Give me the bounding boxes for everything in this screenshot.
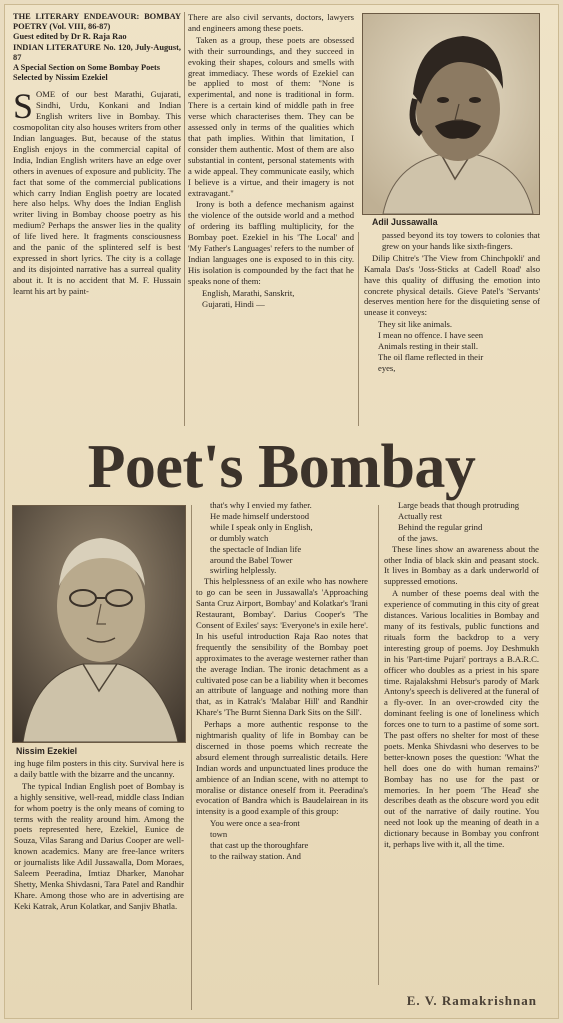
column-3-top: [364, 230, 540, 374]
byline: E. V. Ramakrishnan: [406, 993, 537, 1008]
verse-line: or dumbly watch: [210, 532, 269, 543]
column-2-bottom: [196, 500, 368, 862]
verse-line: Behind the regular grind: [398, 521, 483, 532]
paragraph: Perhaps a more authentic response to the nightmarish quality of life in Bombay can be discerned in those poems which recreate the absurd element through surrealistic details. Here Indian words and unpunctuated lines produce the ambience of an Indian scene, with no attempt to moralise or distance oneself from it. Peeradina's evocation of Bandra which is Baudelairean in its intensity is a good example of this group:: [196, 719, 368, 817]
verse-line: town: [210, 829, 228, 840]
verse-line: The oil flame reflected in their: [378, 351, 484, 362]
verse-line: You were once a sea-front: [210, 818, 300, 829]
portrait-image: [13, 506, 185, 742]
paragraph: This helplessness of an exile who has nowhere to go can be seen in Jussawalla's 'Approaching Santa Cruz Airport, Bombay' and Kolatkar's 'Irani Restaurant, Bombay'. Darius Cooper's 'The Consent of Exiles' says: 'Everyone's in exile here'. In his useful introduction Raja Rao notes that frequently the sensibility of the Bombay poet approximates to the average westerner rather than the average Indian. The ironic detachment as a cultivated pose can be a liability when it becomes an attribute of language and nothing more than that, as in Katrak's 'Malabar Hill' and Randhir Khare's 'The Burnt Sienna Dark Sits on the Sill'.: [196, 576, 368, 718]
column-1-top: [13, 12, 181, 298]
verse-line: Animals resting in their stall.: [378, 341, 479, 352]
photo-caption-bottom: Nissim Ezekiel: [16, 746, 78, 756]
paragraph: Dilip Chitre's 'The View from Chinchpokli' and Kamala Das's 'Joss-Sticks at Cadell Road' also have this quality of diffusing the emotion into concrete physical details. Gieve Patel's 'Servants' deserves mention here for the disquieting sense of unease it conveys:: [364, 252, 540, 318]
verse-line: that cast up the thoroughfare: [210, 840, 309, 851]
verse-line: the spectacle of Indian life: [210, 543, 302, 554]
column-3-bottom: [384, 500, 539, 851]
source-header: [13, 12, 181, 83]
portrait-image: [363, 14, 539, 214]
verse-line: Actually rest: [398, 510, 443, 521]
issue-line: INDIAN LITERATURE No. 120, July-August, 87: [13, 42, 181, 62]
intro-paragraph: [13, 86, 181, 296]
column-1-bottom: [14, 758, 184, 913]
column-divider: [191, 505, 192, 1010]
column-divider: [358, 232, 359, 426]
special-section: A Special Section on Some Bombay Poets: [13, 63, 161, 73]
verse-line: He made himself understood: [210, 510, 310, 521]
paragraph: There are also civil servants, doctors, lawyers and engineers among these poets.: [188, 12, 354, 33]
verse-line: around the Babel Tower: [210, 554, 293, 565]
verse-line: to the railway station. And: [210, 851, 301, 861]
verse-line: eyes,: [378, 362, 396, 373]
verse-line: I mean no offence. I have seen: [378, 330, 484, 341]
paragraph: Taken as a group, these poets are obsessed with their surroundings, and they succeed in evoking their shapes, colours and smells with great immediacy. These words of Ezekiel can be applied to most of them: "None is experimental, and none is traditional in form. There is a certain kind of middle path in free verse which characterises them. They can be assessed only in terms of the qualities which that path implies. Within that limitation, I consider them authentic. Most of them are also substantial in content, personal statements with a wide appeal. They communicate easily, which I believe is a virtue, and their imagery is not extravagant.": [188, 34, 354, 198]
portrait-photo-top: [362, 13, 540, 215]
verse-line: They sit like animals.: [378, 319, 452, 330]
verse-line: while I speak only in English,: [210, 521, 313, 532]
portrait-photo-bottom: [12, 505, 186, 743]
column-divider: [378, 505, 379, 985]
headline: Poet's Bombay: [87, 433, 476, 501]
guest-editor: Guest edited by Dr R. Raja Rao: [13, 32, 127, 42]
paragraph: A number of these poems deal with the experience of commuting in this city of great distances. Various localities in Bombay and many of its festivals, public functions and rituals form the backdrop to a very interesting group of poems. Joy Deshmukh in his 'Part-time Pujari' portrays a B.A.R.C. officer who doubles as a priest in his spare time. Rajalakshmi Hebsur's parody of Mark Antony's speech is delivered at the funeral of a fly-over. In an over-crowded city the dominant feeling is one of loneliness which forces one to turn to a pastime of some sort. The past offers no shelter for most of these poets. Menka Shivdasni who deserves to be better-known poses the question: 'What the hell does one do with human remains?' Bombay has no use for the past or memories. In her poem 'The Head' she describes death as the obscure word you edit out of the narrative of daily routine. You need not look up the meaning of death in a dictionary because in Bombay you confront it, perhaps live with it, all the time.: [384, 588, 539, 850]
verse-line: of the jaws.: [398, 532, 438, 543]
verse-continuation: passed beyond its toy towers to colonies that grew on your hands like sixth-fingers.: [382, 230, 540, 251]
source-title: THE LITERARY ENDEAVOUR: BOMBAY POETRY (Vol. VIII, 86-87): [13, 12, 181, 32]
paragraph: These lines show an awareness about the other India of black skin and peasant stock. It lives in Bombay as a dark underworld of suppressed emotions.: [384, 543, 539, 587]
verse-line: English, Marathi, Sanskrit,: [202, 287, 295, 298]
verse-line: Gujarati, Hindi —: [202, 298, 265, 309]
selected-by: Selected by Nissim Ezekiel: [13, 73, 108, 83]
paragraph: The typical Indian English poet of Bombay is a highly sensitive, well-read, middle class Indian for whom poetry is the only means of coming to terms with the reality around him. Among the poets represented here, Ezekiel, Eunice de Souza, Vilas Sarang and Darius Cooper are well-known academics. Many are free-lance writers or journalists like Adil Jussawalla, Dom Moraes, Saleem Peeradina, Imtiaz Dharker, Manohar Shetty, Menka Shivdasni, Tara Patel and Randhir Khare. Among those who are in advertising are Keki Katrak, Arun Kolatkar, and Sanjiv Bhatla.: [14, 780, 184, 911]
paragraph: Irony is both a defence mechanism against the violence of the outside world and a method of ordering its baffling multiplicity, for the Bombay poet. Ezekiel in his 'The Local' and 'My Father's Languages' refers to the number of Indian languages one is exposed to in this city. His isolation is compounded by the fact that he speaks none of them:: [188, 199, 354, 286]
intro-text: OME of our best Marathi, Gujarati, Sindhi, Urdu, Konkani and Indian English writers live in Bombay. This cosmopolitan city also houses writers from other Indian languages. But, because of the status English enjoys in the commercial capital of India, Indian English writers have an edge over others in avenues of exposure and publicity. The fact that some of the commercial publications which carry Indian English poetry are located here also helps. Why does the Indian English writer living in Bombay choose poetry as his medium? Perhaps the answer lies in the quality of life lived here. It fragments consciousness and the panic of the splintered self is best expressed in short lyrics. The city is a collage and its disjointed narrative has a surreal quality about it. It is no accident that M. F. Hussain learnt his art by paint-: [13, 89, 181, 296]
photo-caption-top: Adil Jussawalla: [372, 217, 438, 227]
verse-line: Large beads that though protruding: [398, 500, 520, 510]
verse-line: swirling helplessly.: [210, 565, 277, 576]
column-2-top: [188, 12, 354, 309]
drop-cap: S: [13, 86, 34, 127]
verse-line: that's why I envied my father.: [210, 500, 312, 510]
column-divider: [184, 12, 185, 426]
paragraph: ing huge film posters in this city. Survival here is a daily battle with the bizarre and the uncanny.: [14, 758, 184, 779]
